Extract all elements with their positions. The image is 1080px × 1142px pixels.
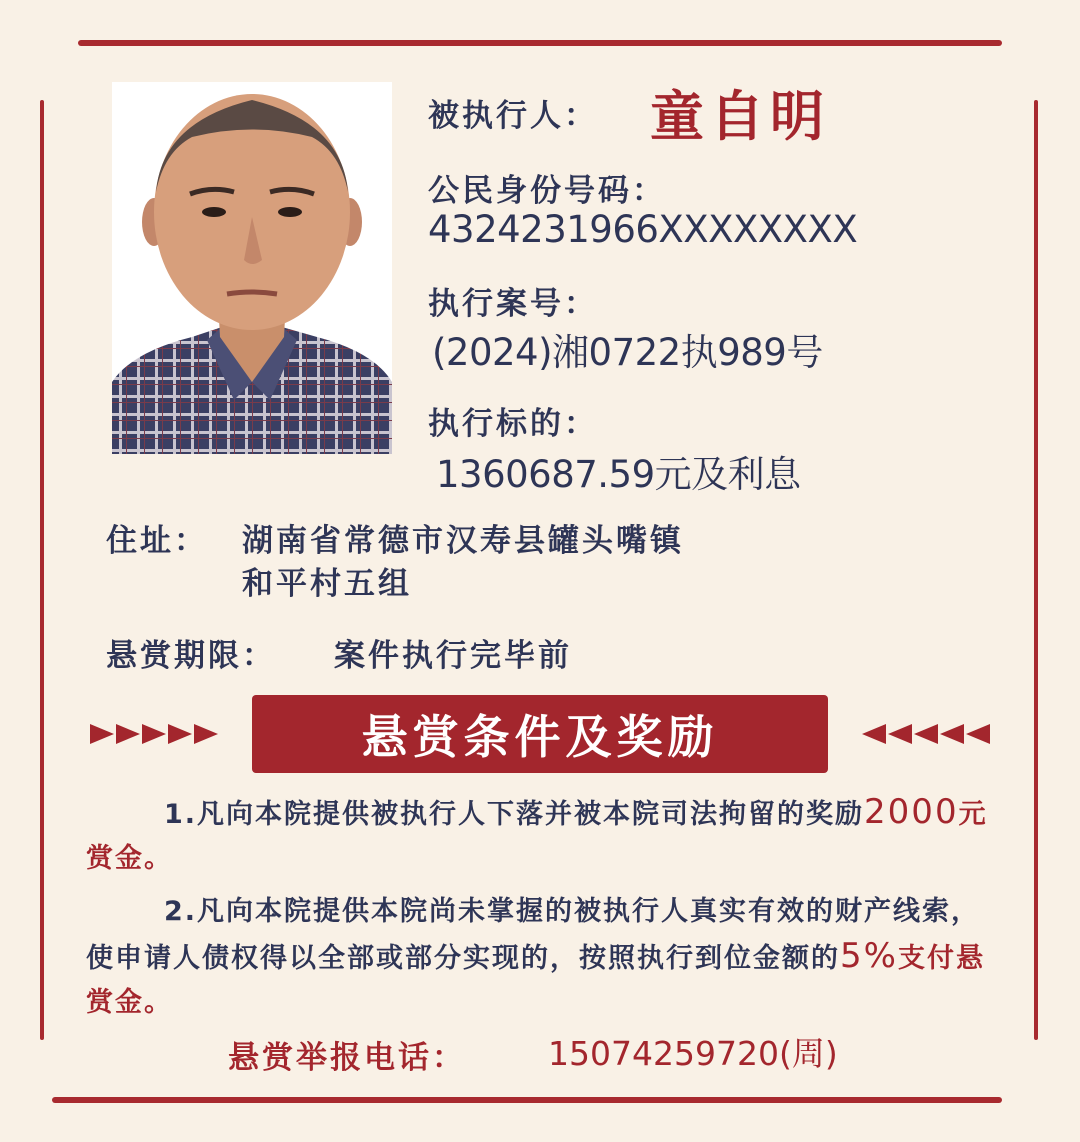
case-number: (2024)湘0722执989号: [432, 331, 823, 374]
period-label: 悬赏期限：: [106, 638, 276, 674]
condition-1-amount: 2000: [864, 792, 959, 832]
banner-title: 悬赏条件及奖励: [361, 710, 719, 764]
condition-1-text: 1.凡向本院提供被执行人下落并被本院司法拘留的奖励: [164, 799, 865, 830]
address-label: 住址：: [106, 523, 208, 559]
name-label: 被执行人：: [428, 98, 598, 134]
border-left: [40, 100, 44, 1040]
condition-2-tail: 支付悬赏金。: [86, 943, 985, 1018]
border-top: [78, 40, 1002, 46]
banner-arrows-left: [90, 724, 218, 744]
amount-value: 1360687.59元及利息: [436, 453, 801, 496]
contact-phone: 15074259720(周): [548, 1034, 838, 1073]
border-bottom: [52, 1097, 1002, 1103]
id-label: 公民身份号码：: [428, 173, 666, 209]
conditions-banner: [252, 695, 828, 773]
banner-arrows-right: [862, 724, 990, 744]
condition-2-text: 2.凡向本院提供本院尚未掌握的被执行人真实有效的财产线索，使申请人债权得以全部或部分实现的，按照执行到位金额的: [86, 896, 981, 974]
condition-2-percent: 5%: [840, 936, 898, 976]
period-value: 案件执行完毕前: [334, 638, 572, 674]
person-name: 童自明: [650, 85, 830, 148]
condition-2: [86, 890, 1001, 1025]
amount-label: 执行标的：: [428, 406, 598, 442]
contact-label: 悬赏举报电话：: [228, 1040, 466, 1076]
condition-1: [86, 790, 1001, 881]
id-number: 4324231966XXXXXXXX: [428, 208, 858, 251]
condition-1-tail: 元赏金。: [86, 799, 988, 874]
case-label: 执行案号：: [428, 286, 598, 322]
address-line-1: 湖南省常德市汉寿县罐头嘴镇: [242, 523, 684, 559]
address-line-2: 和平村五组: [242, 566, 412, 602]
suspect-photo: [112, 82, 392, 454]
border-right: [1034, 100, 1038, 1040]
